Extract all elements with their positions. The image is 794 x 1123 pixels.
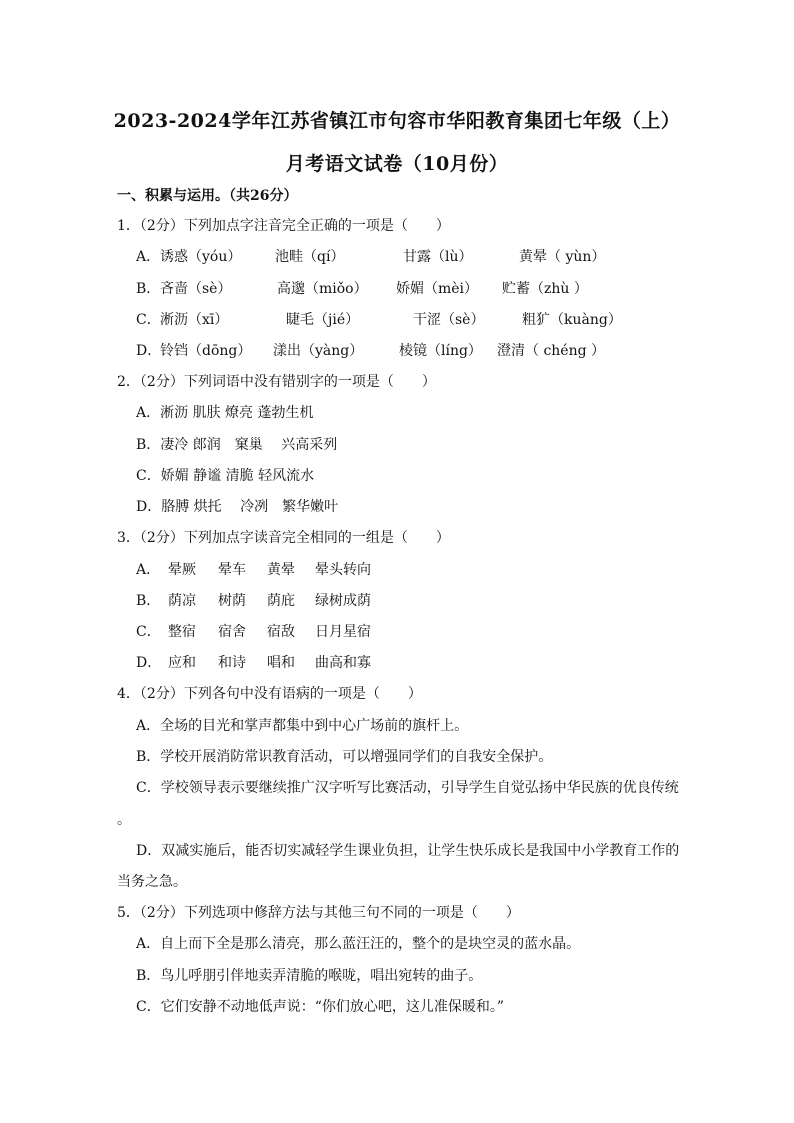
q2-option-b: B．凄冷 郎润 窠巢 兴高采列 <box>136 437 338 453</box>
q2-option-d: D．胳膊 烘托 冷冽 繁华嫩叶 <box>136 499 339 515</box>
q5-option-b: B．鸟儿呼朋引伴地卖弄清脆的喉咙，唱出宛转的曲子。 <box>136 968 483 984</box>
q2-option-c: C．娇媚 静谧 清脆 轻风流水 <box>136 468 315 484</box>
section-heading: 一、积累与运用。（共26分） <box>117 188 298 204</box>
q4-option-c: C．学校领导表示要继续推广汉字听写比赛活动，引导学生自觉弘扬中华民族的优良传统 <box>136 780 679 796</box>
q4-option-d: D．双减实施后，能否切实减轻学生课业负担，让学生快乐成长是我国中小学教育工作的 <box>136 843 680 859</box>
exam-title-line2: 月考语文试卷（10月份） <box>285 153 509 175</box>
q2-option-a: A．淅沥 肌肤 燎亮 蓬勃生机 <box>136 405 314 421</box>
q4-option-a: A．全场的目光和掌声都集中到中心广场前的旗杆上。 <box>136 718 469 734</box>
q5-option-c: C．它们安静不动地低声说：“你们放心吧，这儿准保暖和。” <box>136 999 505 1015</box>
question-1-stem: 1．（2分）下列加点字注音完全正确的一项是（ ） <box>117 218 450 234</box>
question-4-stem: 4．（2分）下列各句中没有语病的一项是（ ） <box>117 686 422 702</box>
q4-option-b: B．学校开展消防常识教育活动，可以增强同学们的自我安全保护。 <box>136 749 553 765</box>
question-5-stem: 5．（2分）下列选项中修辞方法与其他三句不同的一项是（ ） <box>117 905 520 921</box>
q5-option-a: A．自上而下全是那么清亮，那么蓝汪汪的，整个的是块空灵的蓝水晶。 <box>136 936 581 952</box>
question-2-stem: 2．（2分）下列词语中没有错别字的一项是（ ） <box>117 374 436 390</box>
q4-option-d-continuation: 当务之急。 <box>117 874 187 890</box>
q4-option-c-continuation: 。 <box>117 812 131 828</box>
exam-title-line1: 2023-2024学年江苏省镇江市句容市华阳教育集团七年级（上） <box>113 110 681 132</box>
exam-page: 2023-2024学年江苏省镇江市句容市华阳教育集团七年级（上） 月考语文试卷（10月份） 一、积累与运用。（共26分） 1．（2分）下列加点字注音完全正确的一项是（ ） A． 诱惑（yóu） 池畦（qí） 甘露（lù） 黄晕（ yùn） B． 吝啬（sè） 高邈（miǒo） 娇媚（mèi） 贮蓄（zhù ） C． 淅沥（xī） 睫毛（jié） 干涩（sè） 粗犷（kuàng） D． 铃铛（dōng） 漾出（yàng） 棱镜（líng） 澄清（ chéng ） 2．（2分）下列词语中没有错别字的一项是（ ） A．淅沥 肌肤 燎亮 蓬勃生机 B．凄冷 郎润 窠巢 兴高采列 C．娇媚 静谧 清脆 轻风流水 D．胳膊 烘托 冷冽 繁华嫩叶 3．（2分）下列加点字读音完全相同的一组是（ ） A． 晕厥 晕车 黄晕 晕头转向 B． 荫凉 树荫 荫庇 绿树成荫 C． 整宿 宿舍 宿敌 日月星宿 D． 应和 和诗 唱和 曲高和寡 4．（2分）下列各句中没有语病的一项是（ ） A．全场的目光和掌声都集中到中心广场前的旗杆上。 B．学校开展消防常识教育活动，可以增强同学们的自我安全保护。 C．学校领导表示要继续推广汉字听写比赛活动，引导学生自觉弘扬中华民族的优良传统 。 D．双减实施后，能否切实减轻学生课业负担，让学生快乐成长是我国中小学教育工作的 当务之急。 5．（2分）下列选项中修辞方法与其他三句不同的一项是（ ） A．自上而下全是那么清亮，那么蓝汪汪的，整个的是块空灵的蓝水晶。 B．鸟儿呼朋引伴地卖弄清脆的喉咙，唱出宛转的曲子。 C．它们安静不动地低声说：“你们放心吧，这儿准保暖和。” <box>0 0 794 1123</box>
question-3-stem: 3．（2分）下列加点字读音完全相同的一组是（ ） <box>117 530 450 546</box>
